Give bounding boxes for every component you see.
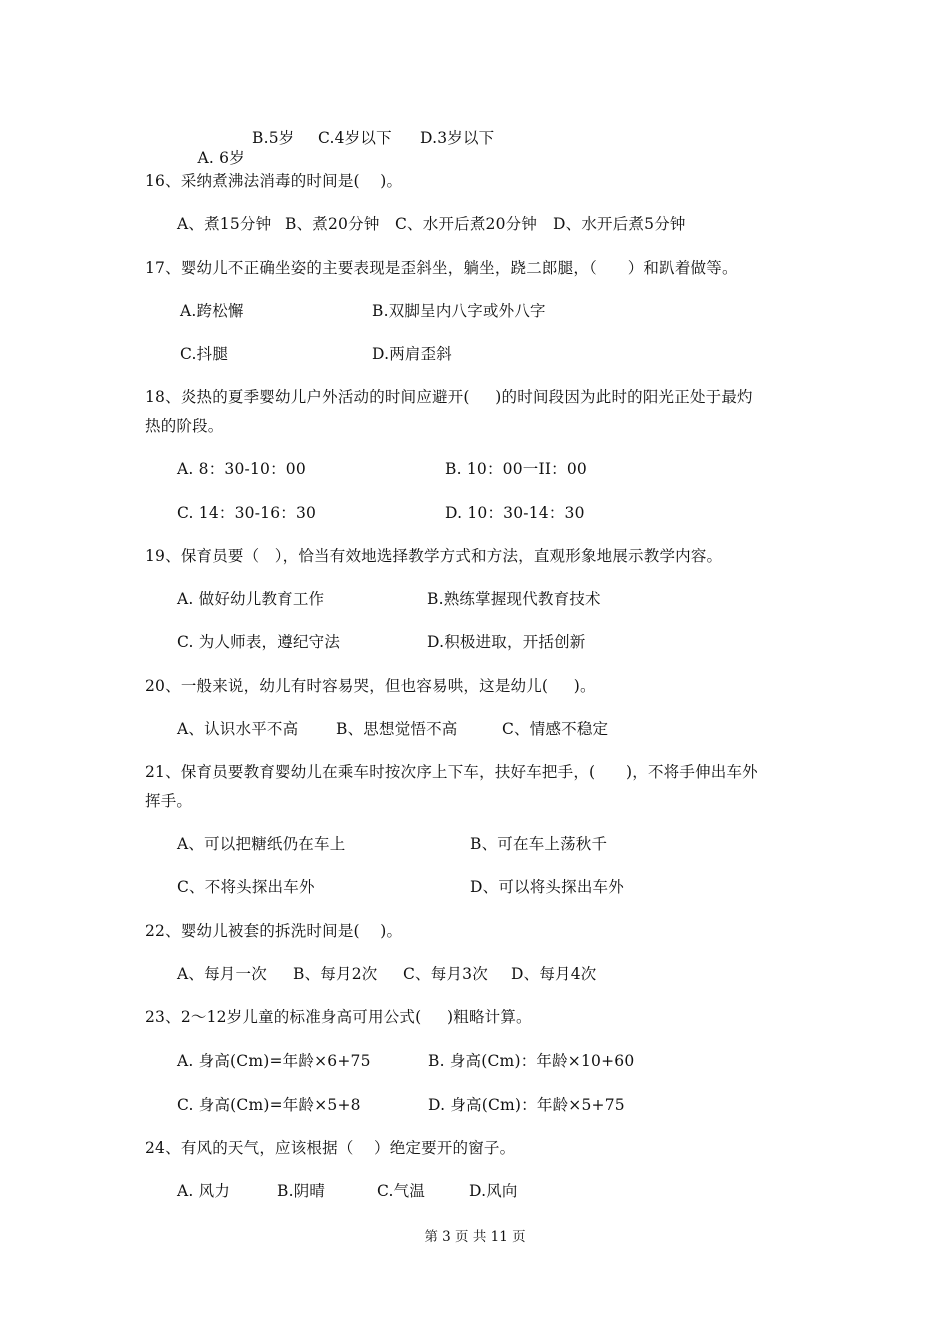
option: A. 8：30-10：00 bbox=[177, 460, 306, 478]
question-text: 21、保育员要教育婴幼儿在乘车时按次序上下车，扶好车把手，( )，不将手伸出车外 bbox=[145, 763, 758, 781]
option: D、每月4次 bbox=[511, 965, 597, 983]
option: B、每月2次 bbox=[293, 965, 378, 983]
option: A、可以把糖纸仍在车上 bbox=[177, 835, 346, 853]
option: D.3岁以下 bbox=[420, 129, 495, 147]
option: D、水开后煮5分钟 bbox=[553, 215, 686, 233]
option: C.抖腿 bbox=[180, 345, 229, 363]
question-text: 18、炎热的夏季婴幼儿户外活动的时间应避开( )的时间段因为此时的阳光正处于最灼 bbox=[145, 388, 753, 406]
option: A. 风力 bbox=[177, 1182, 231, 1200]
option: D. 10：30-14：30 bbox=[445, 504, 585, 522]
option: B、思想觉悟不高 bbox=[336, 720, 458, 738]
option: A. 6岁 bbox=[197, 149, 245, 167]
page-footer: 第 3 页 共 11 页 bbox=[424, 1229, 526, 1245]
option: B. 10：00一II：00 bbox=[445, 460, 587, 478]
option: C. 14：30-16：30 bbox=[177, 504, 317, 522]
option: A. 身高(Cm)=年龄×6+75 bbox=[177, 1052, 371, 1070]
option: D、可以将头探出车外 bbox=[470, 878, 624, 896]
option: A、每月一次 bbox=[177, 965, 267, 983]
option: B.阴晴 bbox=[277, 1182, 326, 1200]
question-text: 17、婴幼儿不正确坐姿的主要表现是歪斜坐，躺坐，跷二郎腿，（ ）和趴着做等。 bbox=[145, 259, 738, 277]
question-text: 19、保育员要（ ），恰当有效地选择教学方式和方法，直观形象地展示教学内容。 bbox=[145, 547, 723, 565]
option: D.两肩歪斜 bbox=[372, 345, 453, 363]
option: C、情感不稳定 bbox=[502, 720, 609, 738]
question-text: 16、采纳煮沸法消毒的时间是( )。 bbox=[145, 172, 403, 190]
question-text-continued: 热的阶段。 bbox=[145, 417, 224, 435]
option: B. 身高(Cm)：年龄×10+60 bbox=[428, 1052, 635, 1070]
option: B.5岁 bbox=[252, 129, 295, 147]
option: B、可在车上荡秋千 bbox=[470, 835, 608, 853]
option: C.4岁以下 bbox=[318, 129, 392, 147]
option: A. 做好幼儿教育工作 bbox=[177, 590, 325, 608]
option: D. 身高(Cm)：年龄×5+75 bbox=[428, 1096, 625, 1114]
option: A.跨松懈 bbox=[180, 302, 244, 320]
option: C. 为人师表，遵纪守法 bbox=[177, 633, 341, 651]
option: B、煮20分钟 bbox=[285, 215, 380, 233]
option: D.风向 bbox=[469, 1182, 518, 1200]
question-text: 20、一般来说，幼儿有时容易哭，但也容易哄，这是幼儿( )。 bbox=[145, 677, 596, 695]
question-text: 24、有风的天气，应该根据（ ）绝定要开的窗子。 bbox=[145, 1139, 516, 1157]
option: B.熟练掌握现代教育技术 bbox=[427, 590, 601, 608]
option: C、不将头探出车外 bbox=[177, 878, 315, 896]
question-text: 23、2～12岁儿童的标准身高可用公式( )粗略计算。 bbox=[145, 1008, 532, 1026]
option: C、水开后煮20分钟 bbox=[395, 215, 538, 233]
option: D.积极进取，开括创新 bbox=[427, 633, 586, 651]
option: C、每月3次 bbox=[403, 965, 488, 983]
question-text-continued: 挥手。 bbox=[145, 792, 193, 810]
option: C.气温 bbox=[377, 1182, 426, 1200]
option: B.双脚呈内八字或外八字 bbox=[372, 302, 546, 320]
question-text: 22、婴幼儿被套的拆洗时间是( )。 bbox=[145, 922, 403, 940]
option: A、认识水平不高 bbox=[177, 720, 299, 738]
option: A、煮15分钟 bbox=[177, 215, 272, 233]
option: C. 身高(Cm)=年龄×5+8 bbox=[177, 1096, 361, 1114]
